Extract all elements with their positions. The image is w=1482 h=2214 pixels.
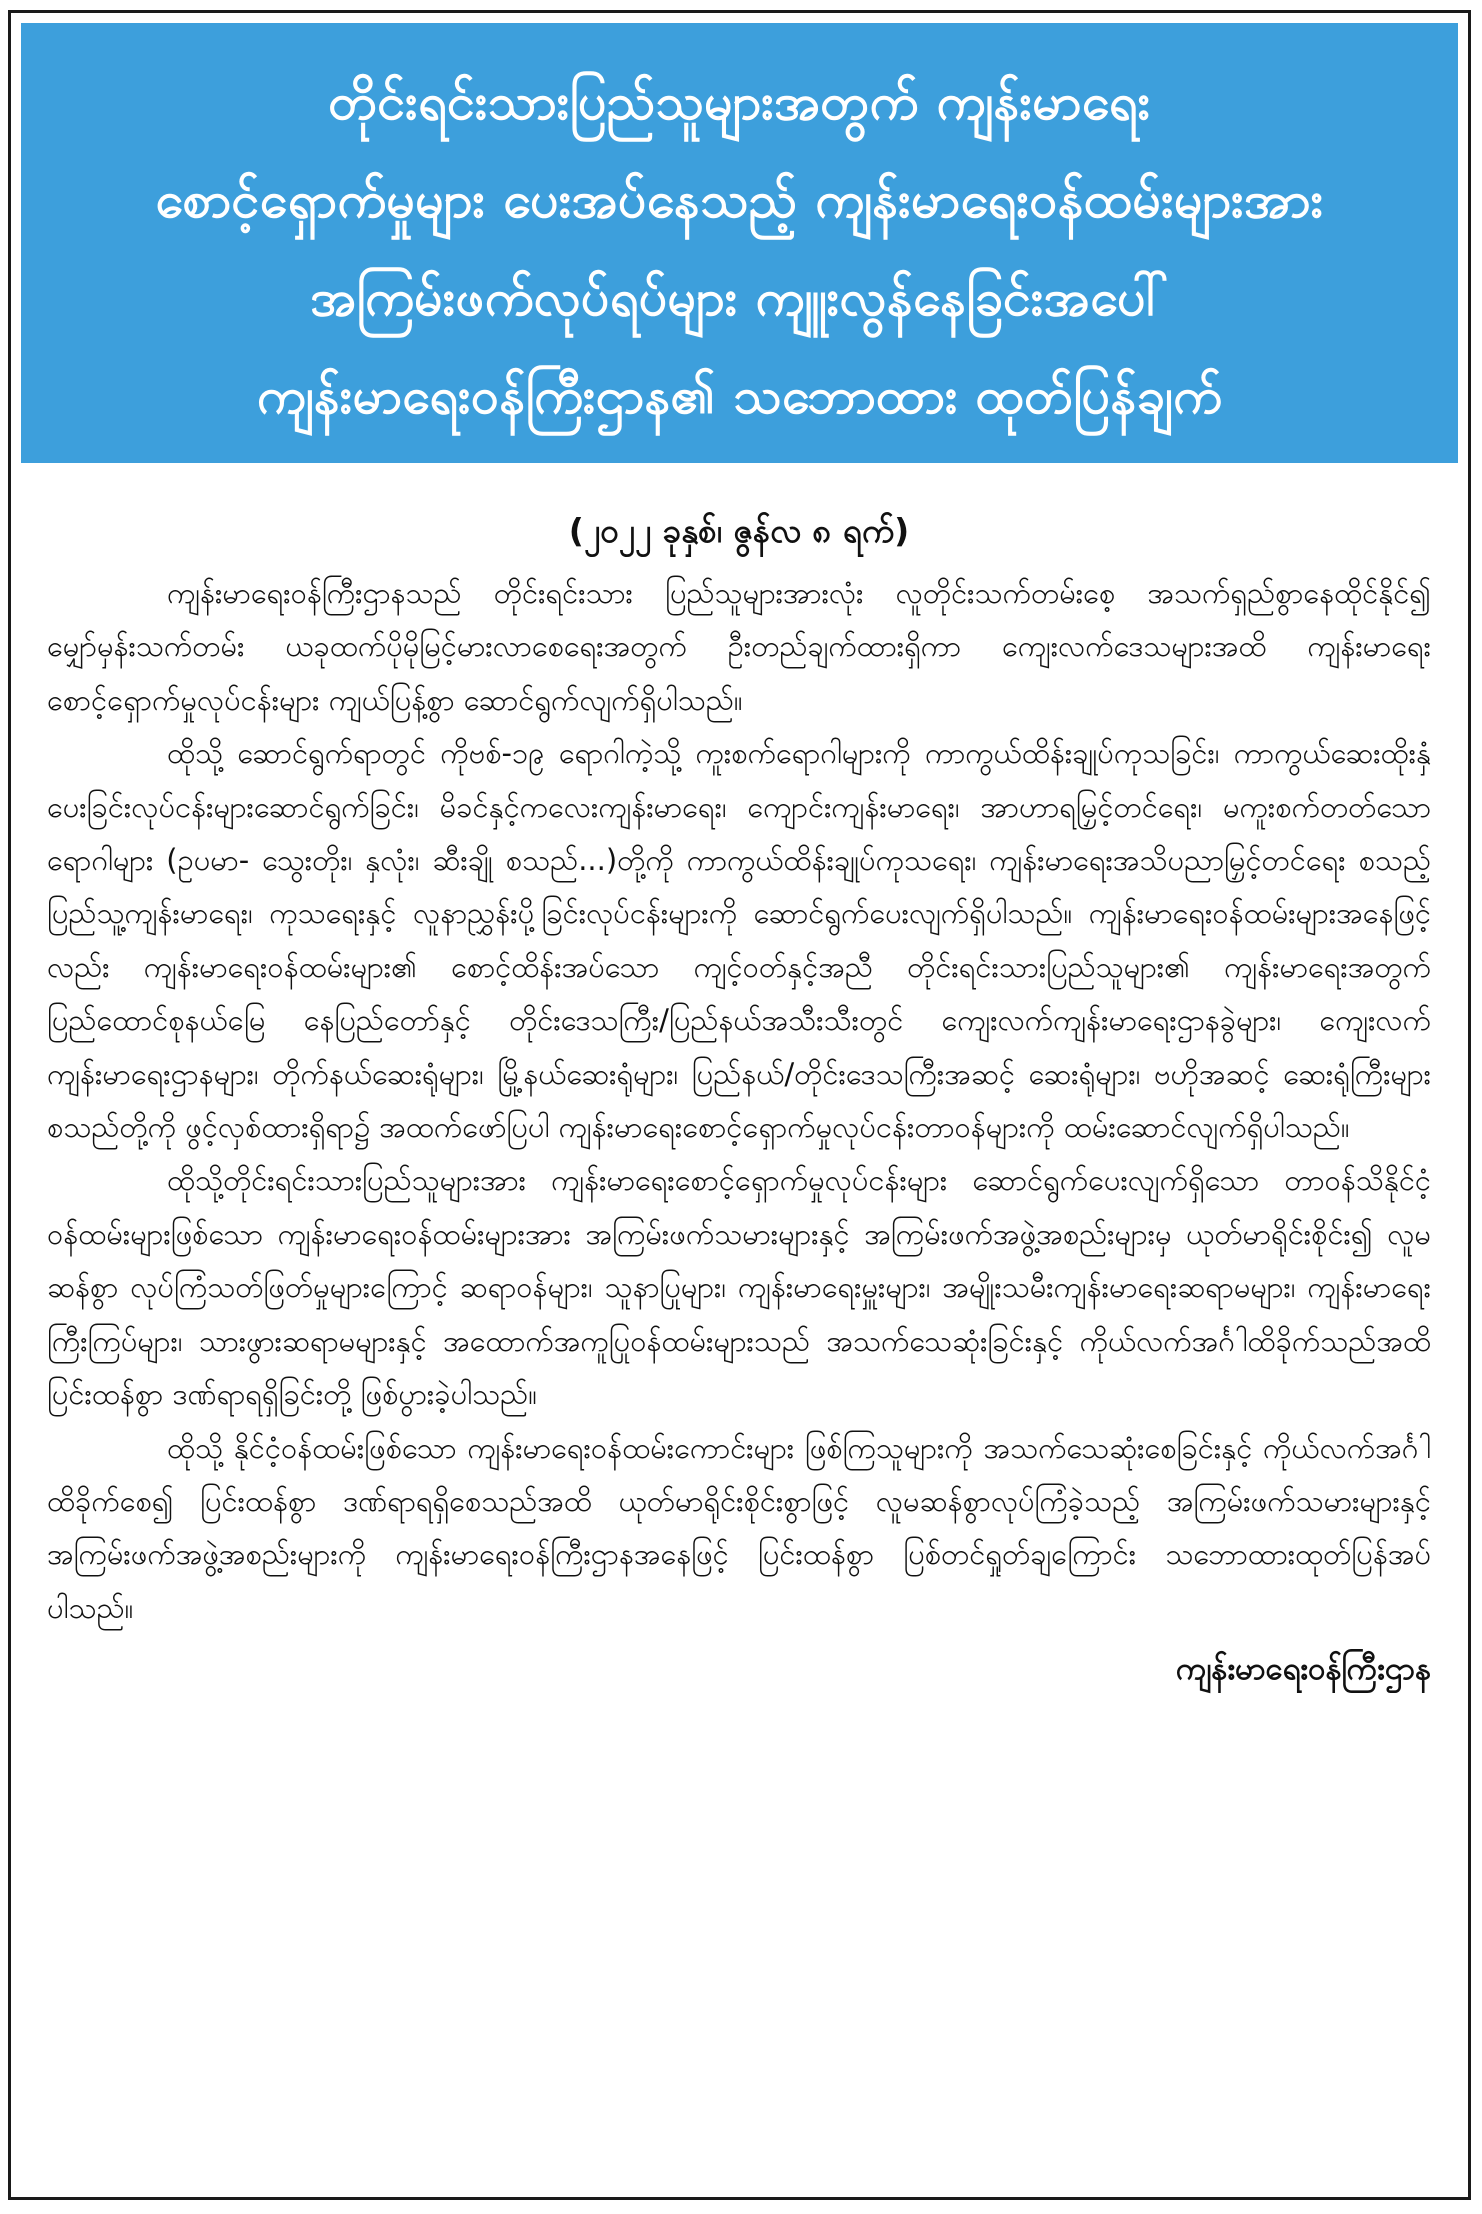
statement-body — [47, 501, 1431, 1699]
title-line-4: ကျန်းမာရေးဝန်ကြီးဌာန၏ သဘောထား ထုတ်ပြန်ချက် — [256, 367, 1223, 425]
paragraph-2: ထိုသို့ ဆောင်ရွက်ရာတွင် ကိုဗစ်-၁၉ ရောဂါကဲ့သို့ ကူးစက်ရောဂါများကို ကာကွယ်ထိန်းချုပ်ကုသခြင်း၊ ကာကွယ်ဆေးထိုးနှံပေးခြင်းလုပ်ငန်းများဆောင်ရွက်ခြင်း၊ မိခင်နှင့်ကလေးကျန်းမာရေး၊ ကျောင်းကျန်းမာရေး၊ အာဟာရမြှင့်တင်ရေး၊ မကူးစက်တတ်သောရောဂါများ (ဥပမာ- သွေးတိုး၊ နှလုံး၊ ဆီးချို စသည်...)တို့ကို ကာကွယ်ထိန်းချုပ်ကုသရေး၊ ကျန်းမာရေးအသိပညာမြှင့်တင်ရေး စသည့် ပြည်သူ့ကျန်းမာရေး၊ ကုသရေးနှင့် လူနာညွှန်းပို့ခြင်းလုပ်ငန်းများကို ဆောင်ရွက်ပေးလျက်ရှိပါသည်။ ကျန်းမာရေးဝန်ထမ်းများအနေဖြင့်လည်း ကျန်းမာရေးဝန်ထမ်းများ၏ စောင့်ထိန်းအပ်သော ကျင့်ဝတ်နှင့်အညီ တိုင်းရင်းသားပြည်သူများ၏ ကျန်းမာရေးအတွက် ပြည်ထောင်စုနယ်မြေ နေပြည်တော်နှင့် တိုင်းဒေသကြီး/ပြည်နယ်အသီးသီးတွင် ကျေးလက်ကျန်းမာရေးဌာနခွဲများ၊ ကျေးလက်ကျန်းမာရေးဌာနများ၊ တိုက်နယ်ဆေးရုံများ၊ မြို့နယ်ဆေးရုံများ၊ ပြည်နယ်/တိုင်းဒေသကြီးအဆင့် ဆေးရုံများ၊ ဗဟိုအဆင့် ဆေးရုံကြီးများစသည်တို့ကို ဖွင့်လှစ်ထားရှိရာ၌ အထက်ဖော်ပြပါ ကျန်းမာရေးစောင့်ရှောက်မှုလုပ်ငန်းတာဝန်များကို ထမ်းဆောင်လျက်ရှိပါသည်။ — [47, 736, 1431, 1145]
paragraph-1: ကျန်းမာရေးဝန်ကြီးဌာနသည် တိုင်းရင်းသား ပြည်သူများအားလုံး လူတိုင်းသက်တမ်းစေ့ အသက်ရှည်စွာနေထိုင်နိုင်၍ မျှော်မှန်းသက်တမ်း ယခုထက်ပိုမိုမြင့်မားလာစေရေးအတွက် ဦးတည်ချက်ထားရှိကာ ကျေးလက်ဒေသများအထိ ကျန်းမာရေးစောင့်ရှောက်မှုလုပ်ငန်းများ ကျယ်ပြန့်စွာ ဆောင်ရွက်လျက်ရှိပါသည်။ — [47, 576, 1431, 717]
title-line-3: အကြမ်းဖက်လုပ်ရပ်များ ကျူးလွန်နေခြင်းအပေါ် — [310, 269, 1169, 327]
date-line: (၂၀၂၂ ခုနှစ်၊ ဇွန်လ ၈ ရက်) — [568, 511, 910, 550]
paragraph-3: ထိုသို့တိုင်းရင်းသားပြည်သူများအား ကျန်းမာရေးစောင့်ရှောက်မှုလုပ်ငန်းများ ဆောင်ရွက်ပေးလျက်ရှိသော တာဝန်သိနိုင်ငံ့ဝန်ထမ်းများဖြစ်သော ကျန်းမာရေးဝန်ထမ်းများအား အကြမ်းဖက်သမားများနှင့် အကြမ်းဖက်အဖွဲ့အစည်းများမှ ယုတ်မာရိုင်းစိုင်း၍ လူမဆန်စွာ လုပ်ကြံသတ်ဖြတ်မှုများကြောင့် ဆရာဝန်များ၊ သူနာပြုများ၊ ကျန်းမာရေးမှူးများ၊ အမျိုးသမီးကျန်းမာရေးဆရာမများ၊ ကျန်းမာရေးကြီးကြပ်များ၊ သားဖွားဆရာမများနှင့် အထောက်အကူပြုဝန်ထမ်းများသည် အသက်သေဆုံးခြင်းနှင့် ကိုယ်လက်အင်္ဂါထိခိုက်သည်အထိ ပြင်းထန်စွာ ဒဏ်ရာရရှိခြင်းတို့ ဖြစ်ပွားခဲ့ပါသည်။ — [47, 1163, 1431, 1412]
title-banner — [21, 23, 1458, 463]
paragraph-4: ထိုသို့ နိုင်ငံ့ဝန်ထမ်းဖြစ်သော ကျန်းမာရေးဝန်ထမ်းကောင်းများ ဖြစ်ကြသူများကို အသက်သေဆုံးစေခြင်းနှင့် ကိုယ်လက်အင်္ဂါထိခိုက်စေ၍ ပြင်းထန်စွာ ဒဏ်ရာရရှိစေသည်အထိ ယုတ်မာရိုင်းစိုင်းစွာဖြင့် လူမဆန်စွာလုပ်ကြံခဲ့သည့် အကြမ်းဖက်သမားများနှင့် အကြမ်းဖက်အဖွဲ့အစည်းများကို ကျန်းမာရေးဝန်ကြီးဌာနအနေဖြင့် ပြင်းထန်စွာ ပြစ်တင်ရှုတ်ချကြောင်း သဘောထားထုတ်ပြန်အပ်ပါသည်။ — [47, 1430, 1431, 1625]
title-line-2: စောင့်ရှောက်မှုများ ပေးအပ်နေသည့် ကျန်းမာရေးဝန်ထမ်းများအား — [155, 171, 1324, 229]
statement-frame — [8, 10, 1471, 2200]
title-line-1: တိုင်းရင်းသားပြည်သူများအတွက် ကျန်းမာရေး — [328, 73, 1151, 131]
signature: ကျန်းမာရေးဝန်ကြီးဌာန — [1176, 1651, 1431, 1688]
